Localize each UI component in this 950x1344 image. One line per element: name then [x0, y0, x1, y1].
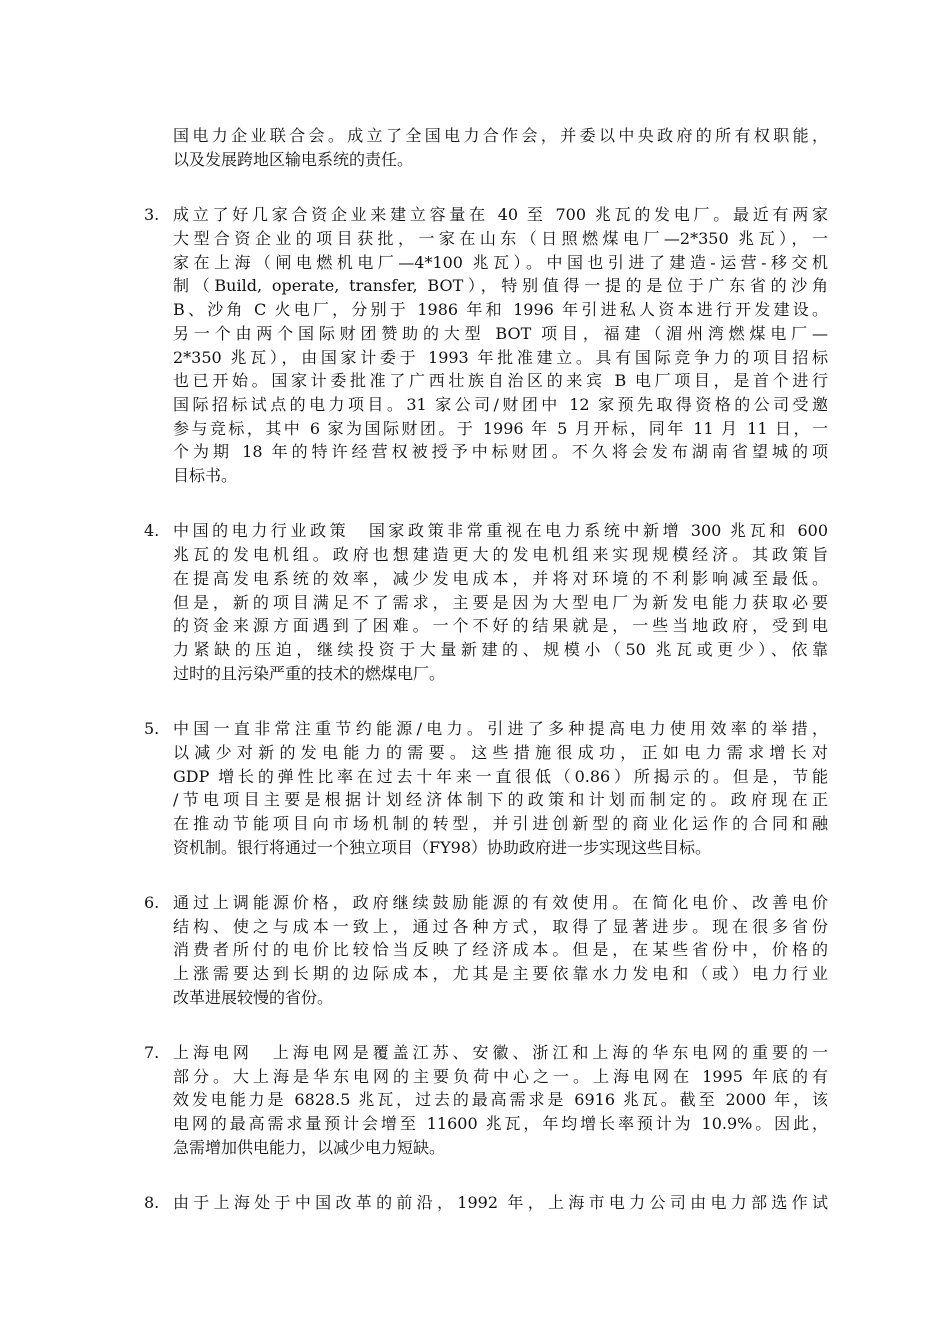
text-line: 目标书。	[173, 466, 238, 485]
text-line: 但是，新的项目满足不了需求，主要是因为大型电厂为新发电能力获取必要	[173, 593, 828, 612]
text-line: 资机制。银行将通过一个独立项目（FY98）协助政府进一步实现这些目标。	[173, 838, 712, 857]
text-line: 结构、使之与成本一致上，通过各种方式，取得了显著进步。现在很多省份	[173, 917, 828, 936]
text-line: /节电项目主要是根据计划经济体制下的政策和计划而制定的。政府现在正	[173, 790, 828, 809]
text-line: 个为期 18 年的特许经营权被授予中标财团。不久将会发布湖南省望城的项	[173, 442, 828, 461]
text-line: 大型合资企业的项目获批，一家在山东（日照燃煤电厂—2*350 兆瓦），一	[173, 229, 828, 248]
text-line: 在推动节能项目向市场机制的转型，并引进创新型的商业化运作的合同和融	[173, 814, 828, 833]
text-line: 改革进展较慢的省份。	[173, 988, 334, 1007]
text-line: 参与竞标，其中 6 家为国际财团。于 1996 年 5 月开标，同年 11 月 11 日，一	[173, 419, 828, 438]
text-line: 通过上调能源价格，政府继续鼓励能源的有效使用。在简化电价、改善电价	[173, 893, 828, 912]
text-line: 制（Build, operate, transfer, BOT），特别值得一提的是位于广东省的沙角	[173, 276, 828, 295]
text-line: GDP 增长的弹性比率在过去十年来一直很低（0.86）所揭示的。但是，节能	[173, 767, 828, 786]
text-line: 效发电能力是 6828.5 兆瓦，过去的最高需求是 6916 兆瓦。截至 2000 年，该	[173, 1090, 828, 1109]
text-line: 成立了好几家合资企业来建立容量在 40 至 700 兆瓦的发电厂。最近有两家	[173, 205, 828, 224]
text-line: 急需增加供电能力，以减少电力短缺。	[173, 1138, 446, 1157]
text-line: 在提高发电系统的效率，减少发电成本，并将对环境的不利影响减至最低。	[173, 569, 828, 588]
paragraph-number: 5.	[144, 719, 160, 738]
text-line: 电网的最高需求量预计会增至 11600 兆瓦，年均增长率预计为 10.9%。因此，	[173, 1114, 828, 1133]
text-line: 家在上海（闸电燃机电厂—4*100 兆瓦）。中国也引进了建造-运营-移交机	[173, 253, 828, 272]
text-line: 国际招标试点的电力项目。31 家公司/财团中 12 家预先取得资格的公司受邀	[173, 395, 828, 414]
paragraph-number: 4.	[144, 521, 160, 540]
text-line: 部分。大上海是华东电网的主要负荷中心之一。上海电网在 1995 年底的有	[173, 1067, 828, 1086]
text-line: 另一个由两个国际财团赞助的大型 BOT 项目，福建（湄州湾燃煤电厂—	[173, 324, 828, 343]
text-line: 以及发展跨地区输电系统的责任。	[173, 150, 414, 169]
text-line: B、沙角 C 火电厂，分别于 1986 年和 1996 年引进私人资本进行开发建设。	[173, 300, 828, 319]
text-line: 以减少对新的发电能力的需要。这些措施很成功，正如电力需求增长对	[173, 743, 828, 762]
text-line: 上涨需要达到长期的边际成本，尤其是主要依靠水力发电和（或）电力行业	[173, 964, 828, 983]
text-line: 由于上海处于中国改革的前沿，1992 年，上海市电力公司由电力部选作试	[173, 1193, 828, 1212]
text-line: 国电力企业联合会。成立了全国电力合作会，并委以中央政府的所有权职能，	[173, 126, 828, 145]
paragraph-number: 6.	[144, 893, 160, 912]
text-line: 力紧缺的压迫，继续投资于大量新建的、规模小（50 兆瓦或更少）、依靠	[173, 640, 828, 659]
text-line: 中国一直非常注重节约能源/电力。引进了多种提高电力使用效率的举措，	[173, 719, 828, 738]
text-line: 中国的电力行业政策 国家政策非常重视在电力系统中新增 300 兆瓦和 600	[173, 521, 828, 540]
text-line: 的资金来源方面遇到了困难。一个不好的结果就是，一些当地政府，受到电	[173, 616, 828, 635]
text-line: 上海电网 上海电网是覆盖江苏、安徽、浙江和上海的华东电网的重要的一	[173, 1043, 828, 1062]
paragraph-number: 7.	[144, 1043, 160, 1062]
paragraph-number: 8.	[144, 1193, 160, 1212]
text-line: 消费者所付的电价比较恰当反映了经济成本。但是，在某些省份中，价格的	[173, 940, 828, 959]
text-line: 也已开始。国家计委批准了广西壮族自治区的来宾 B 电厂项目，是首个进行	[173, 371, 828, 390]
text-line: 兆瓦的发电机组。政府也想建造更大的发电机组来实现规模经济。其政策旨	[173, 545, 828, 564]
text-line: 过时的且污染严重的技术的燃煤电厂。	[173, 664, 446, 683]
paragraph-number: 3.	[144, 205, 160, 224]
text-line: 2*350 兆瓦），由国家计委于 1993 年批准建立。具有国际竞争力的项目招标	[173, 348, 828, 367]
